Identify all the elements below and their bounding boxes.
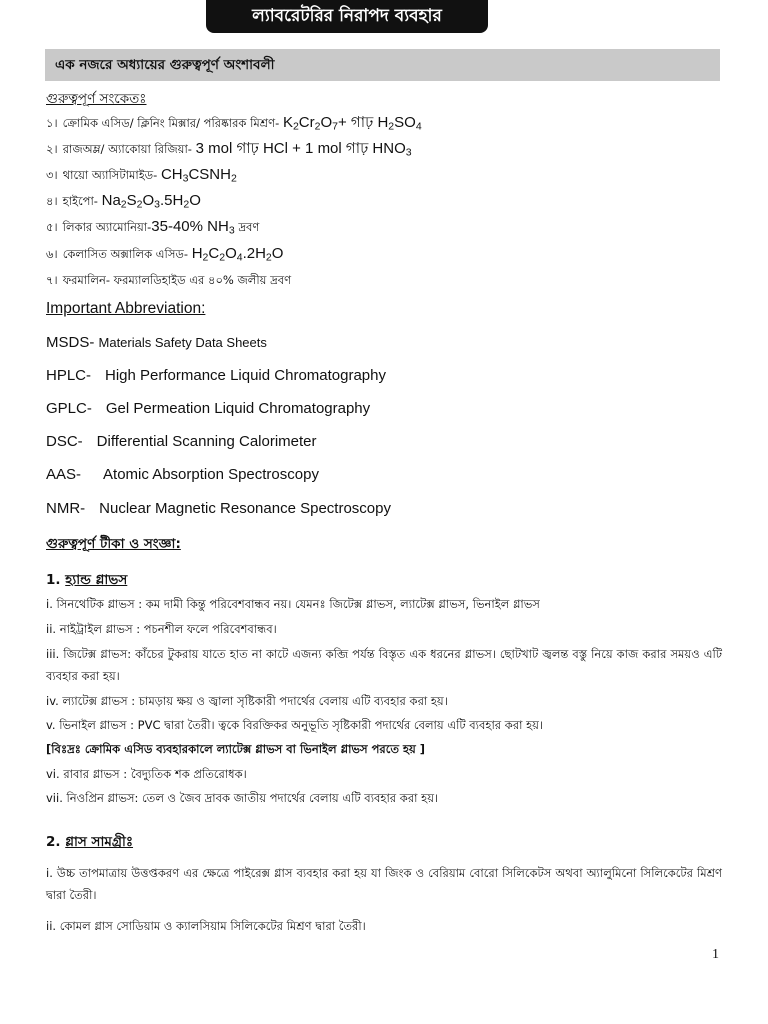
symbol-name: লিকার অ্যামোনিয়া-: [62, 220, 152, 234]
section-title: গ্লাস সামগ্রীঃ: [65, 834, 134, 850]
section-1-item: vi. রাবার গ্লাভস : বৈদ্যুতিক শক প্রতিরোধক।: [46, 767, 247, 781]
section-1-item: vii. নিওপ্রিন গ্লাভস: তেল ও জৈব দ্রাবক জাতীয় পদার্থের বেলায় এটি ব্যবহার করা হয়।: [46, 791, 439, 805]
symbol-formula: $CH_3CSNH_2$: [160, 166, 237, 185]
abbreviation-item: [46, 334, 267, 351]
notes-heading: গুরুত্বপূর্ণ টীকা ও সংজ্ঞা:: [46, 536, 181, 552]
abbreviation-item: [46, 500, 391, 517]
section-number: 1.: [46, 572, 61, 588]
symbol-item-1: [46, 111, 422, 136]
symbol-name: ফরমালিন- ফরম্যালডিহাইড এর ৪০% জলীয় দ্রবণ: [62, 273, 292, 287]
symbol-name: ক্রোমিক এসিড/ ক্লিনিং মিক্সার/ পরিষ্কারক মিশ্রণ-: [62, 116, 283, 130]
symbol-item-3: [46, 164, 237, 186]
abbreviation-full: High Performance Liquid Chromatography: [105, 367, 386, 384]
section-number: 2.: [46, 834, 61, 850]
section-2-item: i. উচ্চ তাপমাত্রায় উত্তপ্তকরণ এর ক্ষেত্রে পাইরেক্স গ্লাস ব্যবহার করা হয় যা জিংক ও বেরিয়াম বোরো সিলিকেটস অথবা অ্যালুমিনো সিলিকেটের মিশ্রণ দ্বারা তৈরী।: [46, 866, 723, 902]
symbol-name: হাইপো-: [62, 194, 102, 208]
abbreviation-heading: Important Abbreviation:: [46, 300, 206, 317]
section-1-item: iii. জিটেক্স গ্লাভস: কাঁচের টুকরায় যাতে হাত না কাটে এজন্য কব্জি পর্যন্ত বিস্তৃত এক ধরনের গ্লাভস। ছোটখাট জ্বলন্ত বস্তু নিয়ে কাজ করার সময়ও এটি ব্যবহার করা হয়।: [46, 647, 723, 683]
symbol-item-2: [46, 137, 412, 162]
section-1-item: ii. নাইট্রাইল গ্লাভস : পচনশীল ফলে পরিবেশবান্ধব।: [46, 622, 277, 636]
symbol-item-7: [46, 269, 291, 291]
abbreviation-full: Differential Scanning Calorimeter: [96, 433, 317, 450]
page-number: 1: [712, 947, 719, 962]
symbol-number: ১।: [46, 116, 58, 130]
symbol-item-5: [46, 216, 259, 238]
abbreviation-code: GPLC-: [46, 400, 92, 417]
abbreviation-code: AAS-: [46, 466, 82, 483]
section-title: হ্যান্ড গ্লাভস: [65, 572, 128, 588]
abbreviation-full: Materials Safety Data Sheets: [98, 335, 267, 350]
abbreviation-full: Nuclear Magnetic Resonance Spectroscopy: [99, 500, 391, 517]
symbol-number: ৭।: [46, 273, 58, 287]
symbol-number: ৫।: [46, 220, 58, 234]
abbreviation-item: [46, 367, 386, 384]
symbol-name: রাজঅম্ল/ অ্যাকোয়া রিজিয়া-: [62, 142, 196, 156]
symbols-heading: গুরুত্বপূর্ণ সংকেতঃ: [46, 91, 147, 107]
section-1-item: v. ভিনাইল গ্লাভস : PVC দ্বারা তৈরী। ত্বকে বিরক্তিকর অনুভূতি সৃষ্টিকারী পদার্থের বেলায় এটি ব্যবহার করা হয়।: [46, 718, 544, 732]
abbreviation-item: [46, 433, 317, 450]
symbol-number: ৬।: [46, 247, 58, 261]
symbol-tail: দ্রবণ: [234, 220, 260, 234]
section-1-heading: [46, 569, 127, 592]
symbol-number: ৩।: [46, 168, 58, 182]
abbreviation-code: HPLC-: [46, 367, 92, 384]
abbreviation-item: [46, 400, 370, 417]
section-2-heading: [46, 831, 133, 854]
highlight-heading-box: [45, 49, 720, 81]
symbol-formula: 35-40% $NH_3$: [151, 218, 235, 237]
symbol-number: ৪।: [46, 194, 58, 208]
section-1-item: iv. ল্যাটেক্স গ্লাভস : চামড়ায় ক্ষয় ও জ্বালা সৃষ্টিকারী পদার্থের বেলায় এটি ব্যবহার করা হয়।: [46, 694, 448, 708]
symbol-name: কেলাসিত অক্সালিক এসিড-: [62, 247, 192, 261]
symbol-item-4: [46, 190, 201, 212]
section-1-item: i. সিনথেটিক গ্লাভস : কম দামী কিন্তু পরিবেশবান্ধব নয়। যেমনঃ জিটেক্স গ্লাভস, ল্যাটেক্স গ্লাভস, ভিনাইল গ্লাভস: [46, 597, 540, 611]
abbreviation-full: Atomic Absorption Spectroscopy: [103, 466, 319, 483]
title-banner: [206, 0, 488, 33]
abbreviation-code: MSDS-: [46, 334, 95, 351]
symbol-formula: $H_2C_2O_4.2H_2O$: [191, 245, 284, 264]
symbol-item-6: [46, 243, 283, 265]
highlight-heading: এক নজরে অধ্যায়ের গুরুত্বপূর্ণ অংশাবলী: [55, 56, 275, 73]
symbol-number: ২।: [46, 142, 58, 156]
abbreviation-code: NMR-: [46, 500, 86, 517]
section-1-note: [বিঃদ্রঃ ক্রোমিক এসিড ব্যবহারকালে ল্যাটেক্স গ্লাভস বা ভিনাইল গ্লাভস পরতে হয় ]: [46, 742, 426, 756]
abbreviation-full: Gel Permeation Liquid Chromatography: [105, 400, 371, 417]
section-2-item: ii. কোমল গ্লাস সোডিয়াম ও ক্যালসিয়াম সিলিকেটের মিশ্রণ দ্বারা তৈরী।: [46, 919, 366, 933]
symbol-name: থায়ো অ্যাসিটামাইড-: [62, 168, 161, 182]
symbol-formula: 3 mol গাঢ় HCl + 1 mol গাঢ় $HNO_3$: [195, 140, 412, 159]
page-title: ল্যাবরেটরির নিরাপদ ব্যবহার: [252, 5, 442, 26]
abbreviation-item: [46, 466, 319, 483]
abbreviation-code: DSC-: [46, 433, 83, 450]
symbol-formula: $Na_2S_2O_3.5H_2O$: [101, 192, 201, 211]
symbol-formula: $K_2Cr_2O_7+$ গাঢ় $H_2SO_4$: [282, 114, 422, 133]
